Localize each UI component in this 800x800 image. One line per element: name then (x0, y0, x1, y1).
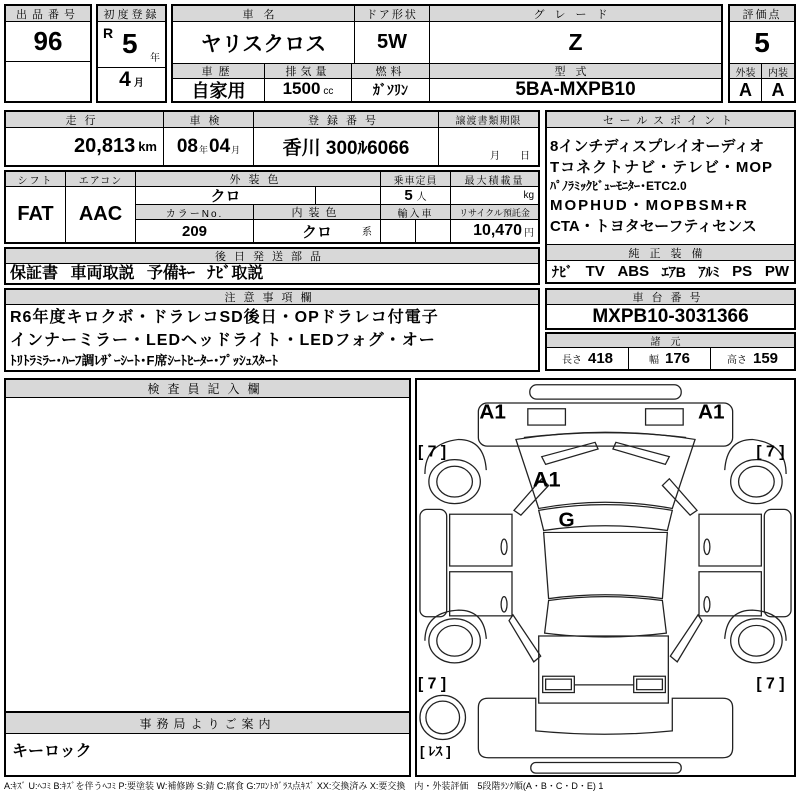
color-no-value: 209 (136, 220, 254, 242)
mark-front-left: A1 (479, 400, 506, 424)
mark-front-right: A1 (698, 400, 725, 424)
rear-door-right-handle (704, 597, 710, 612)
sales-point-line: 8インチディスプレイオーディオ (550, 137, 765, 155)
history-header: 車歴 (173, 64, 265, 79)
door-shape-header: ドア形状 (355, 6, 430, 22)
payload-unit: kg (523, 190, 534, 201)
first-reg-month-unit: 月 (133, 78, 144, 89)
rear-door-left-handle (501, 597, 507, 612)
dimensions-header: 諸元 (547, 334, 794, 348)
mileage-cell (6, 128, 164, 165)
inspection-cell (164, 128, 254, 165)
length-cell (547, 348, 629, 369)
interior-grade-header: 内装 (762, 64, 794, 79)
sales-points-header: セールスポイント (547, 112, 794, 128)
int-color-suffix: 系 (362, 227, 372, 238)
mark-wheel-front-left: [ 7 ] (417, 443, 447, 461)
office-notice-header: 事務局よりご案内 (6, 711, 409, 734)
equipment-item: ﾅﾋﾞ (552, 263, 573, 280)
taillight-right-inner (637, 679, 663, 690)
plate-value: 香川 300ﾙ6066 (254, 128, 439, 165)
first-reg-month-cell (98, 68, 165, 101)
notes-line: インナーミラー・LEDヘッドライト・LEDフォグ・オー (10, 332, 436, 349)
notes-body (6, 305, 538, 370)
inspector-box (4, 378, 411, 777)
score-box (728, 4, 796, 103)
displacement-value: 1500 (282, 79, 321, 98)
sales-point-line: CTA・トヨタセーフティセンス (550, 217, 757, 235)
spare-tire-outer (420, 695, 466, 739)
exterior-grade-value: A (730, 79, 762, 101)
grade-value: Z (430, 22, 721, 64)
inspection-header: 車検 (164, 112, 254, 128)
vehicle-info-table (171, 4, 723, 103)
int-color-header: 内装色 (254, 205, 381, 220)
width-value: 176 (664, 350, 691, 367)
rear-door-left (450, 572, 512, 616)
height-label: 高さ (726, 355, 747, 366)
rear-bumper (478, 698, 732, 757)
c-pillar-right (670, 615, 702, 662)
displacement-header: 排気量 (265, 64, 352, 79)
payload-header: 最大積載量 (451, 172, 538, 187)
aircon-header: エアコン (66, 172, 136, 187)
ext-color-value: クロ (136, 187, 316, 205)
transfer-deadline-header: 譲渡書類期限 (439, 112, 538, 128)
ext-color-header: 外装色 (136, 172, 381, 187)
car-name-value: ヤリスクロス (173, 22, 355, 64)
displacement-cell (265, 79, 352, 101)
registration-row (4, 110, 540, 167)
sill-right (764, 509, 791, 616)
import-header: 輸入車 (381, 205, 451, 220)
notes-header: 注意事項欄 (6, 290, 538, 305)
sales-points-body (547, 128, 794, 244)
mark-wheel-rear-left: [ 7 ] (417, 675, 447, 693)
windshield-top-arc (524, 433, 686, 438)
front-bumper-top (530, 385, 681, 399)
dimensions-box (545, 332, 796, 371)
height-cell (711, 348, 794, 369)
width-label: 幅 (648, 355, 659, 366)
later-parts-header: 後日発送部品 (6, 249, 538, 264)
shift-value: FAT (6, 187, 66, 242)
notes-line: R6年度キロクボ・ドラレコSD後日・OPドラレコ付電子 (10, 309, 439, 326)
int-color-value: クロ (301, 223, 332, 241)
front-door-left-handle (501, 539, 507, 554)
legend-text: A:ｷｽﾞ U:ﾍｺﾐ B:ｷｽﾞを伴うﾍｺﾐ P:要塗装 W:補修跡 S:錆 C:腐食 G:ﾌﾛﾝﾄｶﾞﾗｽ点ｷｽﾞ XX:交換済み X:要交換 内・外装評価 5段階ﾗﾝｸ順(A・B・C・D・E) 1 (4, 781, 604, 791)
capacity-unit: 人 (416, 192, 427, 203)
plate-header: 登録番号 (254, 112, 439, 128)
factory-equipment-row (547, 261, 794, 282)
equipment-item: ABS (617, 263, 650, 280)
interior-grade-value: A (771, 79, 785, 100)
shift-header: シフト (6, 172, 66, 187)
fuel-header: 燃料 (352, 64, 430, 79)
mark-wheel-front-right: [ 7 ] (756, 443, 785, 461)
chassis-no-box (545, 288, 796, 330)
recycle-unit: 円 (524, 227, 534, 239)
first-reg-era: R (103, 25, 114, 41)
later-parts-box (4, 247, 540, 285)
first-reg-month: 4 (119, 68, 131, 91)
payload-cell (451, 187, 538, 205)
mileage-header: 走行 (6, 112, 164, 128)
rear-bumper-lower-strip (531, 763, 681, 774)
damage-diagram-box (415, 378, 796, 777)
door-shape-value: 5W (355, 22, 430, 64)
recycle-header: リサイクル預託金 (451, 205, 538, 220)
grade-header: グレード (430, 6, 721, 22)
height-value: 159 (752, 350, 779, 367)
rear-glass (545, 597, 667, 637)
equipment-item: ｱﾙﾐ (698, 263, 720, 280)
auction-no-header: 出品番号 (6, 6, 90, 22)
length-value: 418 (587, 350, 614, 367)
equipment-item: ｴｱB (661, 263, 686, 280)
fuel-value: ｶﾞｿﾘﾝ (352, 79, 430, 101)
equipment-item: PW (764, 263, 789, 280)
inspection-year-unit: 年 (198, 145, 208, 155)
first-reg-year-cell (98, 22, 165, 68)
inspector-header: 検査員記入欄 (6, 380, 409, 398)
roof-panel (544, 532, 668, 598)
sales-point-line: Tコネクトナビ・テレビ・MOP (550, 158, 774, 176)
front-door-right-handle (704, 539, 710, 554)
aircon-value: AAC (66, 187, 136, 242)
first-reg-header: 初度登録 (98, 6, 165, 22)
int-color-cell (254, 220, 381, 242)
rear-door-right (699, 572, 761, 616)
sales-points-box (545, 110, 796, 284)
capacity-cell (381, 187, 451, 205)
transfer-deadline-cell (439, 128, 538, 165)
auction-no-empty-cell (6, 62, 90, 101)
rear-wheel-right-inner (739, 625, 775, 656)
import-cell-left (381, 220, 416, 242)
history-value: 自家用 (173, 79, 265, 101)
car-diagram (417, 380, 794, 775)
inspection-year: 08 (176, 135, 198, 157)
auction-no-value: 96 (6, 22, 90, 62)
score-header: 評価点 (730, 6, 794, 22)
later-parts-items: 保証書 車両取説 予備ｷｰ ﾅﾋﾞ取説 (10, 265, 264, 282)
headlight-left (528, 409, 566, 425)
inspection-month: 04 (209, 135, 231, 157)
car-name-header: 車名 (173, 6, 355, 22)
exterior-grade-header: 外装 (730, 64, 762, 79)
mark-glass: G (558, 508, 575, 532)
front-wheel-left-inner (437, 466, 473, 497)
notes-line: ﾄﾘﾄﾗﾐﾗｰ･ﾊｰﾌ調ﾚｻﾞｰｼｰﾄ･F席ｼｰﾄﾋｰﾀｰ･ﾌﾟｯｼｭｽﾀｰﾄ (10, 353, 278, 368)
capacity-header: 乗車定員 (381, 172, 451, 187)
chassis-no-header: 車台番号 (547, 290, 794, 305)
recycle-cell (451, 220, 538, 242)
chassis-no-value: MXPB10-3031366 (592, 305, 749, 327)
ext-color-empty-cell (316, 187, 381, 205)
inspection-month-unit: 月 (231, 145, 241, 155)
rear-wheel-left-inner (437, 625, 473, 656)
headlight-right (646, 409, 684, 425)
model-header: 型式 (430, 64, 721, 79)
color-no-header: カラーNo. (136, 205, 254, 220)
width-cell (629, 348, 711, 369)
equipment-item: PS (732, 263, 753, 280)
inspector-empty-area (6, 398, 409, 711)
auction-no-box (4, 4, 92, 103)
factory-equipment-header: 純正装備 (547, 244, 794, 261)
equipment-item: TV (585, 263, 605, 280)
taillight-left-inner (546, 679, 572, 690)
capacity-value: 5 (404, 187, 413, 204)
first-reg-year-unit: 年 (150, 53, 160, 64)
front-wheel-right-inner (739, 466, 775, 497)
sales-point-line: ﾊﾟﾉﾗﾐｯｸﾋﾞｭｰﾓﾆﾀｰ･ETC2.0 (550, 178, 687, 193)
mark-windshield: A1 (532, 467, 561, 492)
model-value: 5BA-MXPB10 (515, 79, 636, 100)
score-value: 5 (730, 22, 794, 64)
mark-spare-tire: [ ﾚｽ ] (419, 744, 451, 759)
mileage-unit: km (138, 139, 157, 154)
first-reg-box (96, 4, 167, 103)
first-reg-year: 5 (122, 28, 138, 59)
notes-box (4, 288, 540, 372)
mileage-value: 20,813 (74, 135, 136, 157)
mark-wheel-rear-right: [ 7 ] (756, 675, 785, 693)
office-notice-text: キーロック (12, 743, 92, 760)
spare-tire-inner (426, 701, 460, 734)
spec-row (4, 170, 540, 244)
import-cell-right (416, 220, 451, 242)
sill-left (420, 509, 447, 616)
length-label: 長さ (561, 355, 582, 366)
sales-point-line: MOPHUD・MOPBSM+R (550, 196, 749, 214)
recycle-value: 10,470 (473, 222, 522, 239)
transfer-deadline-value: 月 日 (490, 151, 530, 162)
displacement-unit: cc (323, 86, 334, 97)
c-pillar-left (509, 615, 541, 662)
